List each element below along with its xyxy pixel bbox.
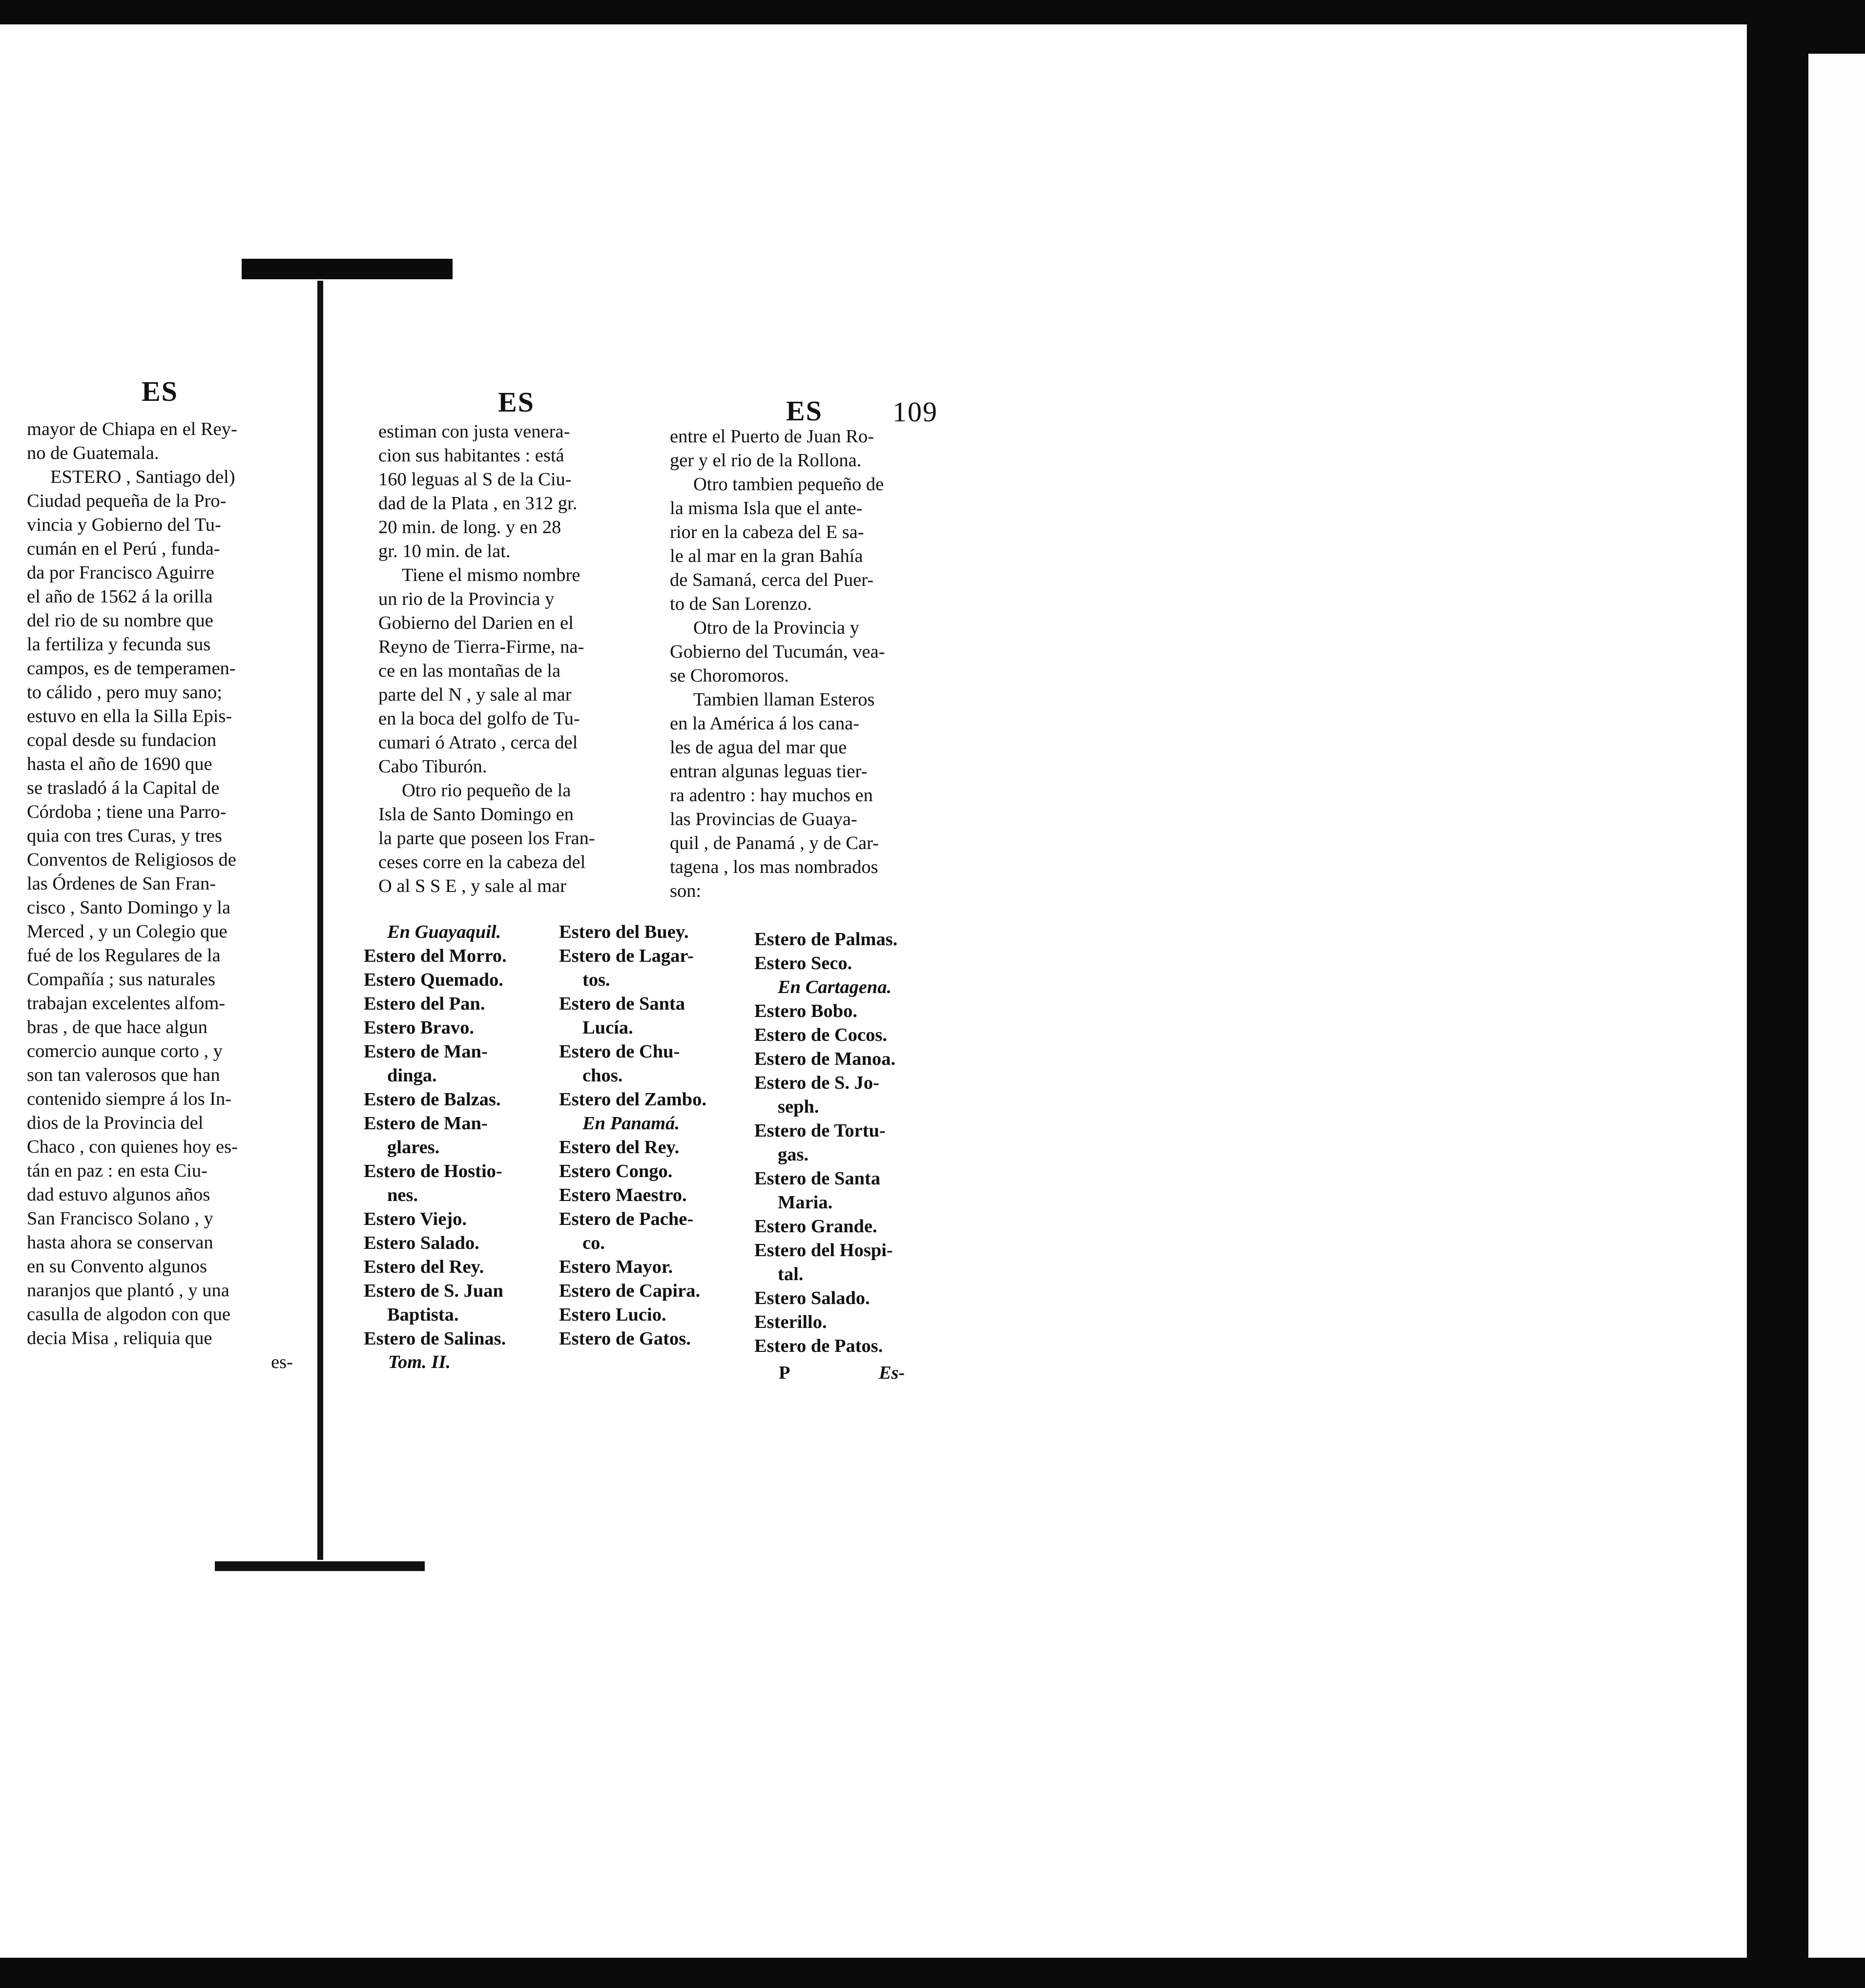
scan-border-top-right bbox=[1805, 0, 1865, 54]
list-item: Estero Bravo. bbox=[364, 1017, 474, 1038]
list-item: Estero del Morro. bbox=[364, 946, 507, 966]
left-column bbox=[27, 417, 293, 1374]
scan-border-right bbox=[1747, 0, 1805, 1988]
text-line: decia Misa , reliquia que bbox=[27, 1328, 212, 1348]
list-item: Estero Seco. bbox=[754, 953, 852, 973]
list-item: Estero de Salinas. bbox=[364, 1328, 506, 1349]
text-line: Tiene el mismo nombre bbox=[402, 565, 580, 585]
text-line: cisco , Santo Domingo y la bbox=[27, 897, 231, 918]
list-item: Estero Salado. bbox=[364, 1233, 479, 1253]
list-item: tal. bbox=[778, 1264, 804, 1284]
list-item: Estero Viejo. bbox=[364, 1209, 467, 1229]
text-line: Gobierno del Darien en el bbox=[378, 613, 574, 633]
text-line: ra adentro : hay muchos en bbox=[670, 785, 873, 806]
text-line: fué de los Regulares de la bbox=[27, 945, 221, 966]
text-line: Isla de Santo Domingo en bbox=[378, 804, 574, 825]
list-item: Maria. bbox=[778, 1192, 833, 1213]
text-line: casulla de algodon con que bbox=[27, 1304, 230, 1325]
text-line: 20 min. de long. y en 28 bbox=[378, 517, 561, 538]
list-heading: En Cartagena. bbox=[778, 977, 892, 997]
text-line: tán en paz : en esta Ciu- bbox=[27, 1160, 207, 1181]
text-line: Conventos de Religiosos de bbox=[27, 849, 236, 870]
text-line: Otro rio pequeño de la bbox=[402, 780, 571, 801]
running-head-left: ES bbox=[142, 375, 178, 407]
text-line: dad de la Plata , en 312 gr. bbox=[378, 493, 578, 514]
text-line: en la América á los cana- bbox=[670, 713, 860, 734]
list-item: Estero de Cocos. bbox=[754, 1025, 887, 1045]
column-divider-top bbox=[242, 259, 453, 279]
text-line: entre el Puerto de Juan Ro- bbox=[670, 426, 874, 447]
running-head-right: ES bbox=[786, 395, 823, 427]
list-item: Estero de Lagar- bbox=[559, 946, 694, 966]
list-item: gas. bbox=[778, 1144, 809, 1165]
column-divider-bottom bbox=[215, 1561, 425, 1571]
text-line: Reyno de Tierra-Firme, na- bbox=[378, 637, 584, 657]
list-item: Estero de Santa bbox=[559, 994, 685, 1014]
list-item: Estero de Gatos. bbox=[559, 1328, 691, 1349]
list-heading: En Panamá. bbox=[582, 1113, 680, 1134]
list-item: Estero de Capira. bbox=[559, 1281, 701, 1301]
text-line: ceses corre en la cabeza del bbox=[378, 852, 586, 872]
list-item: Estero Salado. bbox=[754, 1288, 870, 1308]
text-line: entran algunas leguas tier- bbox=[670, 761, 868, 782]
column-divider-vertical bbox=[317, 281, 323, 1560]
text-line: Tambien llaman Esteros bbox=[693, 689, 875, 710]
list-item: Estero de Man- bbox=[364, 1041, 488, 1062]
text-line: naranjos que plantó , y una bbox=[27, 1280, 229, 1301]
text-line: Compañía ; sus naturales bbox=[27, 969, 215, 990]
right-column bbox=[670, 425, 943, 903]
list-item: Estero Grande. bbox=[754, 1216, 877, 1237]
text-line: hasta el año de 1690 que bbox=[27, 754, 212, 774]
list-item: Estero del Hospi- bbox=[754, 1240, 893, 1261]
text-line: un rio de la Provincia y bbox=[378, 589, 555, 609]
list-item: Estero de S. Juan bbox=[364, 1281, 503, 1301]
text-line: comercio aunque corto , y bbox=[27, 1041, 223, 1061]
list-item: Estero de Santa bbox=[754, 1168, 881, 1189]
text-line: Otro tambien pequeño de bbox=[693, 474, 884, 495]
list-item: nes. bbox=[387, 1185, 418, 1205]
text-line: parte del N , y sale al mar bbox=[378, 684, 572, 705]
list-item: Estero Congo. bbox=[559, 1161, 673, 1181]
catchword-right: Es- bbox=[879, 1363, 905, 1383]
list-item: Estero de Balzas. bbox=[364, 1089, 501, 1110]
list-item: Estero del Buey. bbox=[559, 922, 689, 942]
list-item: Estero Bobo. bbox=[754, 1001, 858, 1021]
list-item: Lucía. bbox=[582, 1017, 633, 1038]
running-head-middle: ES bbox=[498, 386, 535, 418]
text-line: Chaco , con quienes hoy es- bbox=[27, 1137, 238, 1157]
text-line: ESTERO , Santiago del) bbox=[50, 467, 235, 487]
list-item: Estero del Zambo. bbox=[559, 1089, 706, 1110]
text-line: Ciudad pequeña de la Pro- bbox=[27, 491, 227, 511]
text-line: quia con tres Curas, y tres bbox=[27, 826, 222, 846]
text-line: dios de la Provincia del bbox=[27, 1113, 204, 1133]
list-item: Estero de Chu- bbox=[559, 1041, 680, 1062]
text-line: bras , de que hace algun bbox=[27, 1017, 207, 1037]
text-line: la fertiliza y fecunda sus bbox=[27, 634, 211, 655]
list-item: Estero del Rey. bbox=[559, 1137, 680, 1158]
list-item: Estero de Hostio- bbox=[364, 1161, 502, 1181]
text-line: O al S S E , y sale al mar bbox=[378, 876, 566, 896]
list-item: Estero Maestro. bbox=[559, 1185, 687, 1205]
text-line: cumari ó Atrato , cerca del bbox=[378, 732, 578, 753]
text-line: Gobierno del Tucumán, vea- bbox=[670, 642, 885, 662]
text-line: no de Guatemala. bbox=[27, 443, 159, 463]
list-item: Esterillo. bbox=[754, 1312, 827, 1332]
adjacent-page-strip bbox=[1805, 54, 1865, 1958]
text-line: hasta ahora se conservan bbox=[27, 1232, 213, 1253]
text-line: cion sus habitantes : está bbox=[378, 445, 564, 466]
text-line: San Francisco Solano , y bbox=[27, 1208, 213, 1229]
text-line: les de agua del mar que bbox=[670, 737, 847, 758]
estero-list-col-1 bbox=[364, 920, 507, 1351]
text-line: el año de 1562 á la orilla bbox=[27, 586, 213, 607]
text-line: copal desde su fundacion bbox=[27, 730, 217, 750]
text-line: del rio de su nombre que bbox=[27, 610, 213, 631]
text-line: tagena , los mas nombrados bbox=[670, 857, 878, 877]
text-line: Otro de la Provincia y bbox=[693, 618, 859, 638]
text-line: gr. 10 min. de lat. bbox=[378, 541, 511, 561]
text-line: campos, es de temperamen- bbox=[27, 658, 236, 679]
text-line: cumán en el Perú , funda- bbox=[27, 538, 220, 559]
text-line: Cabo Tiburón. bbox=[378, 756, 487, 777]
text-line: se Choromoros. bbox=[670, 665, 789, 686]
text-line: Merced , y un Colegio que bbox=[27, 921, 228, 942]
page-number: 109 bbox=[892, 396, 938, 428]
text-line: ce en las montañas de la bbox=[378, 661, 561, 681]
list-item: Estero Lucio. bbox=[559, 1305, 666, 1325]
catchword-left: es- bbox=[271, 1352, 293, 1372]
list-item: Estero de S. Jo- bbox=[754, 1073, 879, 1093]
middle-column bbox=[378, 420, 642, 898]
list-item: co. bbox=[582, 1233, 605, 1253]
text-line: en su Convento algunos bbox=[27, 1256, 207, 1277]
list-item: Estero de Tortu- bbox=[754, 1120, 886, 1141]
text-line: estuvo en ella la Silla Epis- bbox=[27, 706, 232, 726]
scan-border-top bbox=[0, 0, 1865, 24]
list-heading: En Guayaquil. bbox=[387, 922, 501, 942]
text-line: dad estuvo algunos años bbox=[27, 1184, 210, 1205]
list-item: Estero Quemado. bbox=[364, 970, 503, 990]
list-item: Estero de Pache- bbox=[559, 1209, 694, 1229]
list-item: Estero de Palmas. bbox=[754, 929, 898, 950]
list-item: Estero de Manoa. bbox=[754, 1049, 896, 1069]
list-item: chos. bbox=[582, 1065, 623, 1086]
text-line: de Samaná, cerca del Puer- bbox=[670, 570, 874, 590]
text-line: contenido siempre á los In- bbox=[27, 1089, 232, 1109]
text-line: son: bbox=[670, 881, 702, 901]
text-line: to cálido , pero muy sano; bbox=[27, 682, 222, 703]
estero-list-col-3 bbox=[754, 928, 897, 1358]
text-line: Córdoba ; tiene una Parro- bbox=[27, 802, 227, 822]
text-line: ger y el rio de la Rollona. bbox=[670, 450, 862, 471]
text-line: se trasladó á la Capital de bbox=[27, 778, 220, 798]
text-line: las Provincias de Guaya- bbox=[670, 809, 857, 829]
text-line: en la boca del golfo de Tu- bbox=[378, 708, 580, 729]
text-line: le al mar en la gran Bahía bbox=[670, 546, 863, 566]
text-line: 160 leguas al S de la Ciu- bbox=[378, 469, 572, 490]
list-item: Baptista. bbox=[387, 1305, 459, 1325]
list-item: dinga. bbox=[387, 1065, 437, 1086]
scan-border-bottom bbox=[0, 1958, 1865, 1988]
text-line: son tan valerosos que han bbox=[27, 1065, 220, 1085]
list-item: Estero de Patos. bbox=[754, 1336, 883, 1356]
text-line: trabajan excelentes alfom- bbox=[27, 993, 226, 1014]
list-item: Estero de Man- bbox=[364, 1113, 488, 1134]
list-item: Estero del Rey. bbox=[364, 1257, 484, 1277]
text-line: vincia y Gobierno del Tu- bbox=[27, 515, 221, 535]
text-line: da por Francisco Aguirre bbox=[27, 562, 214, 583]
volume-mark: Tom. II. bbox=[388, 1352, 451, 1372]
text-line: to de San Lorenzo. bbox=[670, 594, 812, 614]
text-line: estiman con justa venera- bbox=[378, 421, 570, 442]
list-item: tos. bbox=[582, 970, 610, 990]
text-line: rior en la cabeza del E sa- bbox=[670, 522, 864, 542]
list-item: seph. bbox=[778, 1097, 819, 1117]
list-item: Estero del Pan. bbox=[364, 994, 485, 1014]
list-item: Estero Mayor. bbox=[559, 1257, 673, 1277]
signature-mark: P bbox=[779, 1363, 790, 1383]
estero-list-col-2 bbox=[559, 920, 706, 1351]
list-item: glares. bbox=[387, 1137, 440, 1158]
text-line: quil , de Panamá , y de Car- bbox=[670, 833, 879, 853]
text-line: mayor de Chiapa en el Rey- bbox=[27, 419, 237, 439]
text-line: las Órdenes de San Fran- bbox=[27, 873, 216, 894]
text-line: la misma Isla que el ante- bbox=[670, 498, 863, 518]
text-line: la parte que poseen los Fran- bbox=[378, 828, 595, 849]
